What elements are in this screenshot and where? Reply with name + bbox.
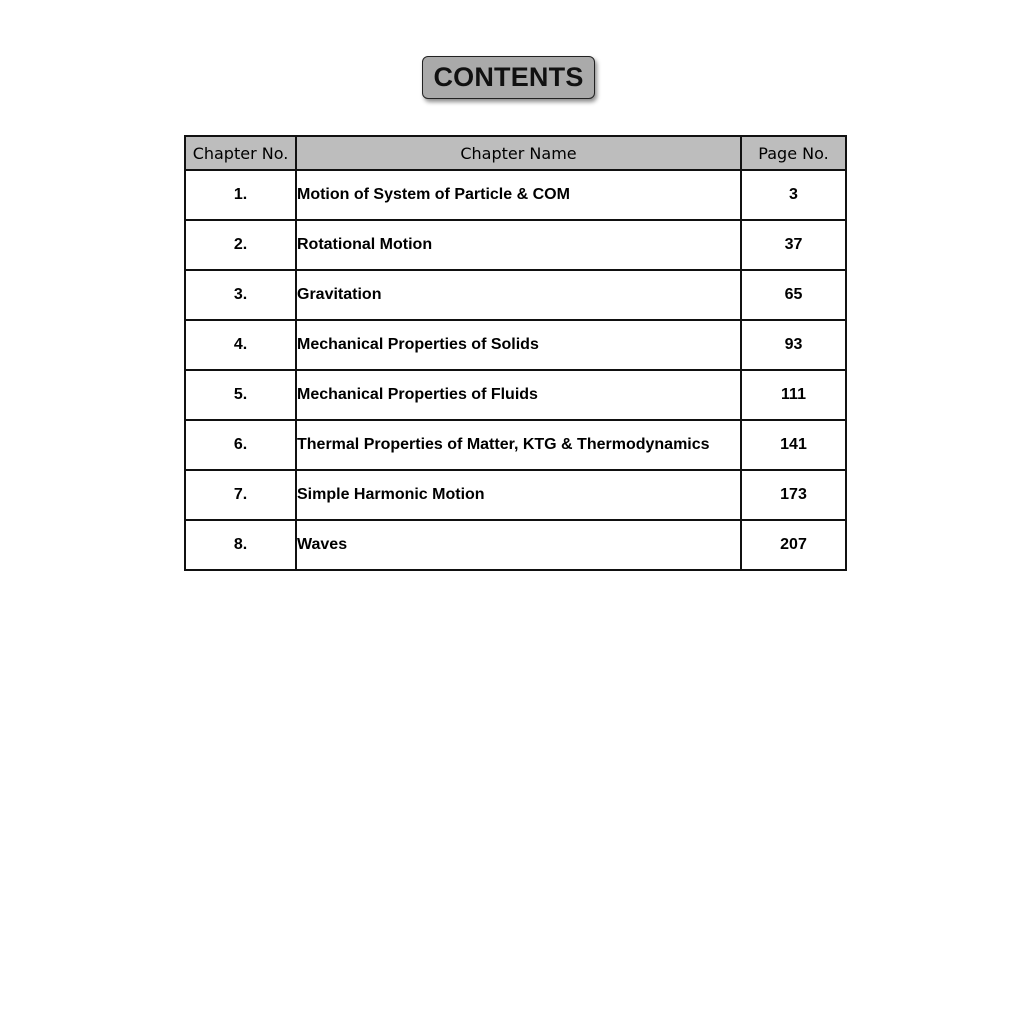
chapter-number: 1.: [185, 170, 296, 220]
header-chapter-no: Chapter No.: [185, 136, 296, 170]
page-title: CONTENTS: [433, 62, 584, 92]
table-row: [185, 470, 846, 520]
chapter-number: 3.: [185, 270, 296, 320]
table-row: [185, 420, 846, 470]
table-row: [185, 270, 846, 320]
chapter-number: 2.: [185, 220, 296, 270]
chapter-name: Waves: [296, 520, 741, 570]
table-row: [185, 320, 846, 370]
page-number: 37: [741, 220, 846, 270]
page-number: 207: [741, 520, 846, 570]
page-number: 111: [741, 370, 846, 420]
chapter-number: 6.: [185, 420, 296, 470]
chapter-number: 4.: [185, 320, 296, 370]
page-number: 65: [741, 270, 846, 320]
page-number: 93: [741, 320, 846, 370]
chapter-name: Mechanical Properties of Solids: [296, 320, 741, 370]
table-header: [185, 136, 846, 170]
chapter-name: Gravitation: [296, 270, 741, 320]
page-number: 3: [741, 170, 846, 220]
table-body: [185, 170, 846, 570]
chapter-name: Thermal Properties of Matter, KTG & Thermodynamics: [296, 420, 741, 470]
page-number: 141: [741, 420, 846, 470]
contents-title-box: [422, 56, 595, 99]
page-number: 173: [741, 470, 846, 520]
chapter-name: Motion of System of Particle & COM: [296, 170, 741, 220]
contents-table: [184, 135, 847, 571]
table-row: [185, 520, 846, 570]
table-row: [185, 170, 846, 220]
table-header-row: [185, 136, 846, 170]
chapter-name: Mechanical Properties of Fluids: [296, 370, 741, 420]
header-page-no: Page No.: [741, 136, 846, 170]
chapter-number: 5.: [185, 370, 296, 420]
header-chapter-name: Chapter Name: [296, 136, 741, 170]
table-row: [185, 370, 846, 420]
chapter-name: Rotational Motion: [296, 220, 741, 270]
chapter-number: 8.: [185, 520, 296, 570]
table-row: [185, 220, 846, 270]
chapter-number: 7.: [185, 470, 296, 520]
chapter-name: Simple Harmonic Motion: [296, 470, 741, 520]
